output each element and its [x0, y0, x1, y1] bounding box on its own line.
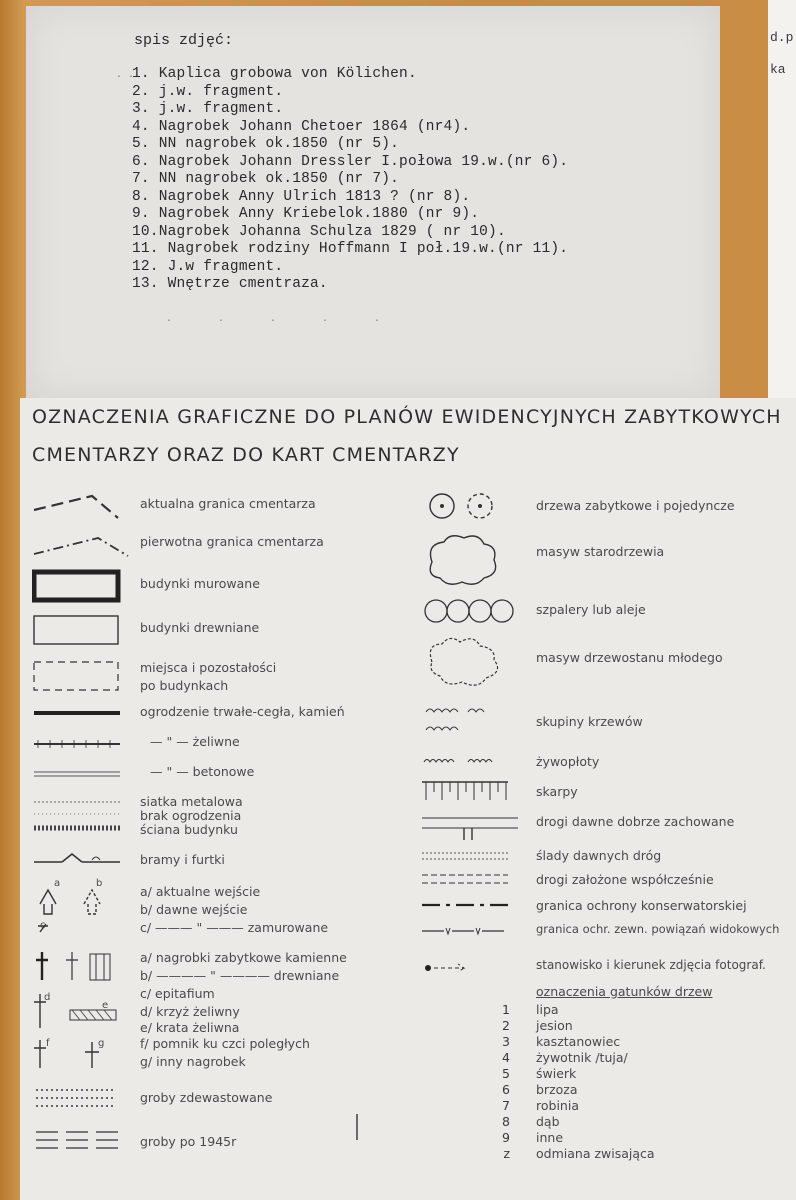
legend-label: f/ pomnik ku czci poległych [140, 1036, 310, 1051]
adjacent-sheet-text-1: d.p [770, 30, 794, 45]
species-name: dąb [536, 1114, 560, 1129]
species-number: 2 [502, 1018, 510, 1033]
legend-label: granica ochrony konserwatorskiej [536, 898, 747, 913]
legend-label: po budynkach [140, 678, 229, 693]
legend-label: b/ dawne wejście [140, 902, 248, 917]
concrete-fence-symbol [32, 768, 122, 780]
list-item: 1. Kaplica grobowa von Kölichen. [132, 66, 417, 82]
photo-position-symbol [420, 958, 510, 978]
list-item: 4. Nagrobek Johann Chetoer 1864 (nr4). [132, 118, 471, 135]
species-number: 3 [502, 1034, 510, 1049]
tombstone-symbols [32, 944, 122, 1074]
conservation-boundary-symbol [420, 900, 510, 910]
legend-label: groby po 1945r [140, 1134, 237, 1149]
legend-label: budynki murowane [140, 576, 260, 591]
legend-label: b/ ———— " ———— drewniane [140, 968, 340, 983]
photo-list [132, 66, 568, 294]
young-stand-mass-symbol [420, 634, 510, 690]
list-item: 13. Wnętrze cmentraza. [132, 276, 328, 292]
list-item: 9. Nagrobek Anny Kriebelok.1880 (nr 9). [132, 206, 480, 222]
legend-label: pierwotna granica cmentarza [140, 534, 324, 549]
devastated-graves-symbol [32, 1086, 122, 1116]
legend-label: e/ krata żeliwna [140, 1020, 240, 1035]
letter-d: d [44, 992, 51, 1003]
species-number: 1 [502, 1002, 510, 1017]
faint-marks: · · · · · [166, 316, 401, 327]
solid-fence-symbol [32, 708, 122, 718]
legend-label: granica ochr. zewn. powiązań widokowych [536, 922, 780, 936]
shrubs-symbol [420, 702, 510, 738]
entrance-symbols [32, 882, 122, 942]
species-heading: oznaczenia gatunków drzew [536, 984, 713, 999]
modern-roads-symbol [420, 872, 510, 886]
letter-f: f [46, 1038, 50, 1049]
list-item: 3. j.w. fragment. [132, 101, 284, 117]
species-name: żywotnik /tuja/ [536, 1050, 628, 1065]
species-name: kasztanowiec [536, 1034, 621, 1049]
mesh-no-fence-wall-symbols [32, 798, 122, 838]
list-item: 6. Nagrobek Johann Dressler I.połowa 19.w.(nr 6). [132, 153, 569, 170]
species-number: 7 [502, 1098, 510, 1113]
list-item: 11. Nagrobek rodziny Hoffmann I poł.19.w.(nr 11). [132, 241, 569, 257]
species-number: z [503, 1146, 510, 1161]
legend-label: siatka metalowa [140, 794, 243, 809]
legend-label: miejsca i pozostałości [140, 660, 277, 675]
legend-label: drogi dawne dobrze zachowane [536, 814, 735, 829]
photo-list-heading: spis zdjęć: [134, 32, 234, 49]
list-item: 5. NN nagrobek ok.1850 (nr 5). [132, 136, 400, 152]
old-roads-symbol [420, 812, 520, 842]
wooden-building-symbol [32, 612, 122, 648]
iron-fence-symbol [32, 738, 122, 750]
adjacent-sheet-text-2: ka [770, 62, 786, 77]
alleys-symbol [420, 596, 520, 626]
species-number: 6 [502, 1082, 510, 1097]
legend-label: skarpy [536, 784, 578, 799]
list-item: 7. NN nagrobek ok.1850 (nr 7). [132, 171, 400, 187]
legend-label: drogi założone współcześnie [536, 872, 714, 887]
photo-list-sheet [26, 6, 720, 400]
legend-title-line-2: CMENTARZY ORAZ DO KART CMENTARZY [32, 444, 460, 466]
list-item: 2. j.w. fragment. [132, 83, 284, 100]
species-name: świerk [536, 1066, 577, 1081]
masonry-building-symbol [32, 568, 122, 604]
hedges-symbol [420, 754, 510, 768]
legend-label: c/ epitafium [140, 986, 215, 1001]
letter-c: c [40, 920, 46, 931]
letter-e: e [102, 1000, 109, 1011]
species-name: lipa [536, 1002, 559, 1017]
species-number: 5 [502, 1066, 510, 1081]
legend-label: budynki drewniane [140, 620, 260, 635]
species-number: 8 [502, 1114, 510, 1129]
legend-label: drzewa zabytkowe i pojedyncze [536, 498, 735, 513]
road-traces-symbol [420, 850, 510, 862]
adjacent-sheet [768, 0, 796, 400]
legend-label: żywopłoty [536, 754, 600, 769]
legend-label: ślady dawnych dróg [536, 848, 662, 863]
legend-title-line-1: OZNACZENIA GRAFICZNE DO PLANÓW EWIDENCYJNYCH ZABYTKOWYCH [32, 406, 782, 428]
legend-label: a/ nagrobki zabytkowe kamienne [140, 950, 347, 965]
species-name: robinia [536, 1098, 579, 1113]
legend-label: c/ ——— " ——— zamurowane [140, 920, 329, 935]
original-boundary-symbol [32, 530, 132, 560]
legend-label: masyw starodrzewia [536, 544, 665, 559]
legend-label: szpalery lub aleje [536, 602, 646, 617]
legend-label: stanowisko i kierunek zdjęcia fotograf. [536, 958, 766, 972]
legend-label: ogrodzenie trwałe-cegła, kamień [140, 704, 345, 719]
historic-trees-symbol [420, 486, 510, 526]
list-item: 8. Nagrobek Anny Ulrich 1813 ? (nr 8). [132, 188, 471, 205]
margin-dots: · · [116, 72, 135, 83]
list-item: 10.Nagrobek Johanna Schulza 1829 ( nr 10). [132, 223, 506, 240]
building-remains-symbol [32, 658, 122, 694]
post-1945-graves-symbol [32, 1126, 122, 1162]
legend-label: — " — betonowe [150, 764, 255, 779]
slopes-symbol [420, 778, 510, 804]
legend-label: groby zdewastowane [140, 1090, 273, 1105]
legend-label: ściana budynku [140, 822, 238, 837]
legend-label: d/ krzyż żeliwny [140, 1004, 240, 1019]
species-number: 4 [502, 1050, 510, 1065]
view-boundary-symbol [420, 924, 510, 938]
current-boundary-symbol [32, 488, 122, 524]
list-item: 12. J.w fragment. [132, 258, 284, 275]
letter-g: g [98, 1038, 105, 1049]
species-name: jesion [536, 1018, 573, 1033]
letter-b: b [96, 878, 103, 889]
legend-label: g/ inny nagrobek [140, 1054, 246, 1069]
legend-label: brak ogrodzenia [140, 808, 242, 823]
legend-label: skupiny krzewów [536, 714, 643, 729]
legend-label: masyw drzewostanu młodego [536, 650, 723, 665]
species-name: odmiana zwisająca [536, 1146, 655, 1161]
legend-sheet [20, 398, 796, 1200]
species-name: inne [536, 1130, 564, 1145]
old-growth-mass-symbol [420, 532, 510, 588]
legend-label: bramy i furtki [140, 852, 225, 867]
species-name: brzoza [536, 1082, 578, 1097]
species-number: 9 [502, 1130, 510, 1145]
gate-symbol [32, 850, 122, 870]
pen-stroke [354, 1112, 360, 1142]
legend-label: — " — żeliwne [150, 734, 240, 749]
legend-label: a/ aktualne wejście [140, 884, 261, 899]
legend-label: aktualna granica cmentarza [140, 496, 316, 511]
letter-a: a [54, 878, 61, 889]
